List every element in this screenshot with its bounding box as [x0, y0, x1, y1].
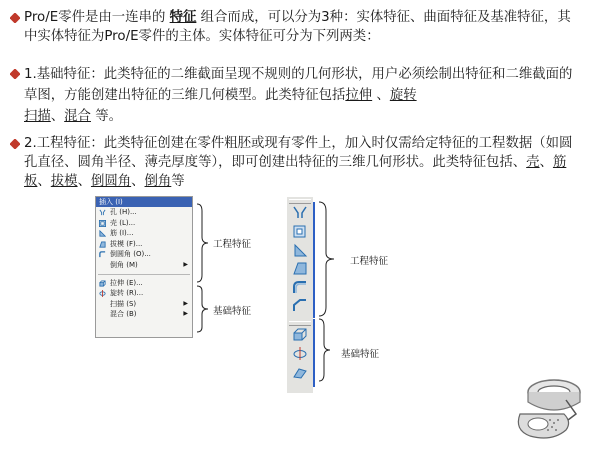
- menu-item-label: 拉伸 (E)...: [110, 278, 143, 287]
- menu-item-draft[interactable]: [96, 239, 192, 250]
- submenu-arrow-icon: ▶: [183, 260, 188, 268]
- submenu-arrow-icon: ▶: [183, 310, 188, 318]
- round-link[interactable]: 倒圆角: [90, 174, 132, 189]
- bullet-icon: [10, 139, 20, 149]
- toolbar-selection-bar: [313, 202, 315, 318]
- basic-text-end: 等。: [90, 109, 122, 124]
- menu-item-round[interactable]: [96, 249, 192, 260]
- rib-icon[interactable]: [291, 243, 309, 258]
- revolve-icon[interactable]: [291, 346, 309, 361]
- bullet-icon: [10, 69, 20, 79]
- menu-item-label: 壳 (L)...: [110, 218, 136, 227]
- menu-item-extrude[interactable]: [96, 278, 192, 289]
- toolbar-engineering-label: 工程特征: [350, 256, 389, 267]
- brace-icon: [196, 203, 210, 283]
- brace-icon: [318, 318, 332, 382]
- round-icon: [99, 251, 106, 258]
- extrude-icon: [99, 280, 106, 287]
- separator: 、: [131, 174, 145, 189]
- menu-engineering-label: 工程特征: [213, 239, 252, 250]
- revolve-link[interactable]: 旋转: [389, 88, 417, 103]
- intro-text: Pro/E零件是由一连串的: [24, 10, 170, 25]
- variable-section-sweep-icon[interactable]: [291, 365, 309, 380]
- bullet-icon: [10, 13, 20, 23]
- separator: 、: [372, 88, 390, 103]
- menu-item-label: 混合 (B): [110, 310, 137, 319]
- toolbar-grip[interactable]: [289, 199, 311, 204]
- menu-item-sweep[interactable]: [96, 299, 192, 310]
- toolbar-selection-bar: [313, 319, 315, 387]
- menu-item-label: 倒角 (M): [110, 260, 138, 269]
- toolbar-basic-label: 基础特征: [341, 349, 380, 360]
- rib-icon: [99, 230, 106, 237]
- rib-link[interactable]: 筋板: [24, 155, 567, 189]
- menu-item-label: 孔 (H)...: [110, 208, 137, 216]
- hole-icon[interactable]: [291, 205, 309, 220]
- shell-icon[interactable]: [291, 224, 309, 239]
- menu-item-hole[interactable]: [96, 207, 192, 218]
- insert-menu: [95, 196, 193, 338]
- brace-icon: [196, 285, 210, 333]
- round-icon[interactable]: [291, 280, 309, 295]
- draft-icon[interactable]: [291, 261, 309, 276]
- separator: 、: [539, 155, 553, 170]
- shell-icon: [99, 220, 106, 227]
- insert-menu-title[interactable]: 插入 (I): [96, 197, 192, 207]
- menu-basic-label: 基础特征: [213, 306, 252, 317]
- feature-toolbar: [287, 197, 313, 393]
- menu-item-label: 拔模 (F)...: [110, 239, 143, 248]
- part-model-logo: [510, 370, 590, 445]
- shell-link[interactable]: 壳: [526, 155, 540, 170]
- submenu-arrow-icon: ▶: [183, 299, 188, 307]
- feature-keyword: 特征: [169, 10, 197, 25]
- sweep-link[interactable]: 扫描: [24, 109, 51, 124]
- extrude-link[interactable]: 拉伸: [345, 88, 373, 103]
- separator: 、: [37, 174, 51, 189]
- menu-item-label: 倒圆角 (O)...: [110, 250, 151, 259]
- toolbar-grip[interactable]: [289, 321, 311, 326]
- menu-divider: [98, 274, 190, 275]
- blend-link[interactable]: 混合: [64, 109, 91, 124]
- brace-icon: [318, 201, 336, 317]
- draft-icon: [99, 241, 106, 248]
- menu-item-chamfer[interactable]: [96, 260, 192, 271]
- menu-item-label: 筋 (I)...: [110, 229, 134, 238]
- basic-text: 1.基础特征：此类特征的二维截面呈现不规则的几何形状，用户必须绘制出特征和二维截面的草图，方能创建出特征的三维几何模型。此类特征包括: [24, 67, 573, 103]
- engineering-feature-paragraph: [24, 134, 580, 191]
- separator: 、: [77, 174, 91, 189]
- intro-paragraph: [24, 8, 580, 46]
- revolve-icon: [99, 290, 106, 297]
- menu-item-revolve[interactable]: [96, 288, 192, 299]
- engineering-text: 2.工程特征：此类特征创建在零件粗胚或现有零件上，加入时仅需给定特征的工程数据（如圆孔直径、圆角半径、薄壳厚度等），即可创建出特征的三维几何形状。此类特征包括、: [24, 136, 573, 170]
- engineering-text-end: 等: [171, 174, 185, 189]
- draft-link[interactable]: 拔模: [50, 174, 78, 189]
- hole-icon: [99, 209, 106, 216]
- basic-feature-paragraph: [24, 64, 580, 127]
- chamfer-link[interactable]: 倒角: [144, 174, 172, 189]
- menu-item-rib[interactable]: [96, 228, 192, 239]
- extrude-icon[interactable]: [291, 327, 309, 342]
- menu-item-label: 扫描 (S): [110, 299, 137, 308]
- intro-text-rest: 组合而成，可以分为3种：实体特征、曲面特征及基准特征，其中实体特征为Pro/E零件的主体。实体特征可分为下列两类：: [24, 10, 571, 44]
- menu-item-label: 旋转 (R)...: [110, 289, 144, 298]
- chamfer-icon[interactable]: [291, 298, 309, 313]
- separator: 、: [50, 109, 65, 124]
- menu-item-shell[interactable]: [96, 218, 192, 229]
- menu-item-blend[interactable]: [96, 309, 192, 320]
